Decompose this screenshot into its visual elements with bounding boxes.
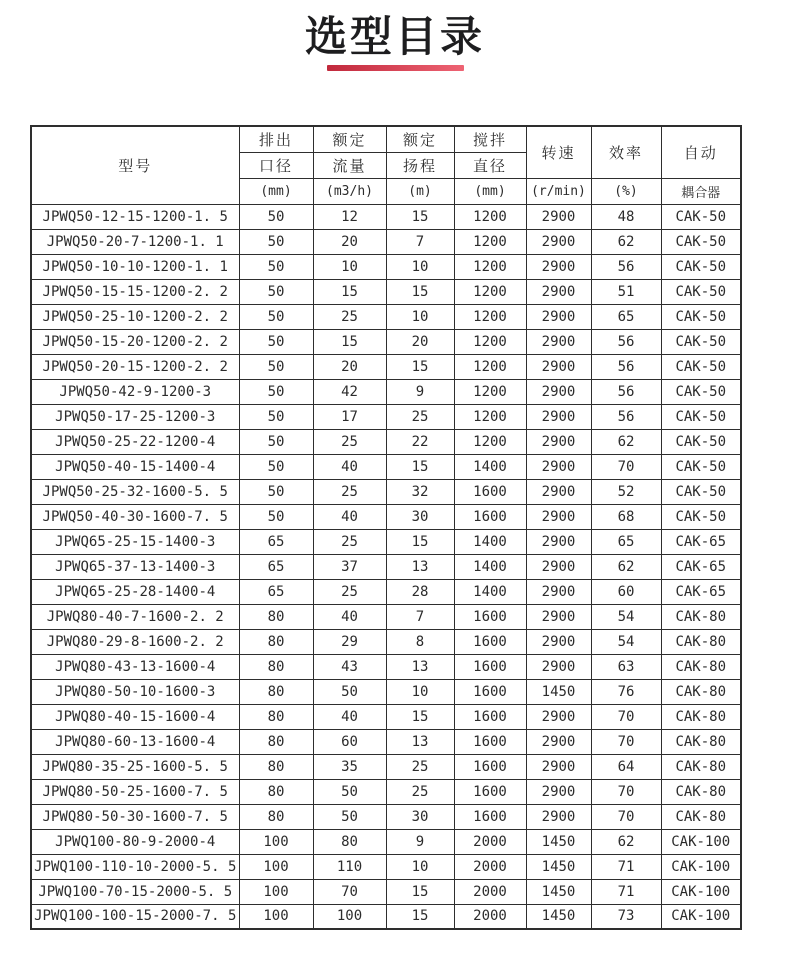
cell-efficiency: 70 <box>591 729 661 754</box>
cell-model: JPWQ80-43-13-1600-4 <box>31 654 239 679</box>
cell-speed: 2900 <box>526 579 591 604</box>
cell-flow: 25 <box>313 304 386 329</box>
cell-head: 15 <box>386 904 454 929</box>
cell-head: 10 <box>386 679 454 704</box>
cell-diameter: 1200 <box>454 379 526 404</box>
cell-diameter: 1600 <box>454 679 526 704</box>
cell-coupler: CAK-80 <box>661 779 741 804</box>
cell-head: 10 <box>386 854 454 879</box>
header-head-unit: (m) <box>386 178 454 204</box>
cell-diameter: 1600 <box>454 629 526 654</box>
cell-diameter: 1200 <box>454 354 526 379</box>
cell-flow: 20 <box>313 354 386 379</box>
cell-speed: 2900 <box>526 454 591 479</box>
cell-discharge: 65 <box>239 579 313 604</box>
cell-model: JPWQ50-42-9-1200-3 <box>31 379 239 404</box>
cell-model: JPWQ50-17-25-1200-3 <box>31 404 239 429</box>
cell-speed: 2900 <box>526 754 591 779</box>
cell-model: JPWQ80-50-30-1600-7. 5 <box>31 804 239 829</box>
cell-efficiency: 56 <box>591 379 661 404</box>
table-row <box>31 229 741 254</box>
cell-diameter: 1600 <box>454 804 526 829</box>
cell-diameter: 2000 <box>454 829 526 854</box>
header-diameter-bottom: 直径 <box>454 152 526 178</box>
header-efficiency: 效率 <box>591 126 661 178</box>
cell-discharge: 50 <box>239 379 313 404</box>
cell-speed: 1450 <box>526 854 591 879</box>
header-coupler-unit: 耦合器 <box>661 178 741 204</box>
cell-efficiency: 71 <box>591 854 661 879</box>
cell-coupler: CAK-50 <box>661 354 741 379</box>
cell-diameter: 1600 <box>454 654 526 679</box>
table-row <box>31 754 741 779</box>
table-row <box>31 279 741 304</box>
cell-model: JPWQ65-37-13-1400-3 <box>31 554 239 579</box>
cell-discharge: 100 <box>239 879 313 904</box>
table-row <box>31 604 741 629</box>
cell-discharge: 65 <box>239 554 313 579</box>
cell-coupler: CAK-50 <box>661 204 741 229</box>
cell-diameter: 2000 <box>454 879 526 904</box>
header-efficiency-unit: (%) <box>591 178 661 204</box>
cell-discharge: 50 <box>239 304 313 329</box>
cell-efficiency: 48 <box>591 204 661 229</box>
cell-head: 30 <box>386 804 454 829</box>
cell-model: JPWQ50-20-7-1200-1. 1 <box>31 229 239 254</box>
cell-flow: 50 <box>313 679 386 704</box>
title-underline <box>327 65 464 71</box>
cell-coupler: CAK-80 <box>661 654 741 679</box>
cell-coupler: CAK-65 <box>661 529 741 554</box>
cell-head: 15 <box>386 704 454 729</box>
page-title: 选型目录 <box>304 12 485 61</box>
cell-diameter: 1600 <box>454 604 526 629</box>
table-row <box>31 904 741 929</box>
cell-speed: 2900 <box>526 204 591 229</box>
cell-efficiency: 65 <box>591 529 661 554</box>
cell-coupler: CAK-100 <box>661 879 741 904</box>
table-row <box>31 654 741 679</box>
cell-flow: 25 <box>313 529 386 554</box>
cell-efficiency: 60 <box>591 579 661 604</box>
cell-model: JPWQ80-50-10-1600-3 <box>31 679 239 704</box>
cell-model: JPWQ65-25-28-1400-4 <box>31 579 239 604</box>
cell-speed: 2900 <box>526 729 591 754</box>
cell-speed: 1450 <box>526 829 591 854</box>
table-row <box>31 804 741 829</box>
cell-head: 15 <box>386 279 454 304</box>
cell-flow: 100 <box>313 904 386 929</box>
cell-coupler: CAK-80 <box>661 804 741 829</box>
cell-flow: 40 <box>313 604 386 629</box>
cell-efficiency: 70 <box>591 704 661 729</box>
cell-head: 15 <box>386 529 454 554</box>
table-body <box>31 204 741 929</box>
cell-head: 15 <box>386 354 454 379</box>
cell-diameter: 1400 <box>454 454 526 479</box>
cell-speed: 2900 <box>526 629 591 654</box>
cell-model: JPWQ100-100-15-2000-7. 5 <box>31 904 239 929</box>
cell-speed: 2900 <box>526 604 591 629</box>
cell-discharge: 50 <box>239 329 313 354</box>
cell-head: 20 <box>386 329 454 354</box>
cell-efficiency: 64 <box>591 754 661 779</box>
cell-head: 15 <box>386 879 454 904</box>
cell-flow: 40 <box>313 504 386 529</box>
cell-speed: 2900 <box>526 654 591 679</box>
cell-efficiency: 62 <box>591 229 661 254</box>
cell-flow: 50 <box>313 804 386 829</box>
cell-head: 15 <box>386 204 454 229</box>
header-diameter-top: 搅拌 <box>454 126 526 152</box>
cell-diameter: 1600 <box>454 779 526 804</box>
cell-diameter: 1200 <box>454 329 526 354</box>
cell-flow: 25 <box>313 479 386 504</box>
cell-head: 22 <box>386 429 454 454</box>
table-row <box>31 379 741 404</box>
cell-diameter: 2000 <box>454 904 526 929</box>
cell-flow: 35 <box>313 754 386 779</box>
table-row <box>31 429 741 454</box>
cell-coupler: CAK-80 <box>661 629 741 654</box>
cell-coupler: CAK-100 <box>661 904 741 929</box>
table-row <box>31 779 741 804</box>
cell-flow: 50 <box>313 779 386 804</box>
table-row <box>31 479 741 504</box>
header-flow-unit: (m3/h) <box>313 178 386 204</box>
cell-efficiency: 56 <box>591 329 661 354</box>
cell-efficiency: 70 <box>591 454 661 479</box>
cell-model: JPWQ50-20-15-1200-2. 2 <box>31 354 239 379</box>
table-row <box>31 879 741 904</box>
cell-flow: 40 <box>313 704 386 729</box>
cell-efficiency: 56 <box>591 404 661 429</box>
header-coupler: 自动 <box>661 126 741 178</box>
table-row <box>31 679 741 704</box>
cell-discharge: 80 <box>239 804 313 829</box>
cell-model: JPWQ80-40-15-1600-4 <box>31 704 239 729</box>
table-row <box>31 254 741 279</box>
header-head-bottom: 扬程 <box>386 152 454 178</box>
cell-diameter: 1200 <box>454 279 526 304</box>
cell-speed: 1450 <box>526 879 591 904</box>
cell-efficiency: 73 <box>591 904 661 929</box>
table-row <box>31 729 741 754</box>
cell-flow: 110 <box>313 854 386 879</box>
cell-model: JPWQ80-60-13-1600-4 <box>31 729 239 754</box>
table-row <box>31 554 741 579</box>
cell-efficiency: 56 <box>591 254 661 279</box>
cell-speed: 2900 <box>526 779 591 804</box>
cell-discharge: 80 <box>239 704 313 729</box>
cell-diameter: 1200 <box>454 254 526 279</box>
cell-head: 32 <box>386 479 454 504</box>
cell-head: 15 <box>386 454 454 479</box>
cell-efficiency: 54 <box>591 604 661 629</box>
cell-model: JPWQ50-25-32-1600-5. 5 <box>31 479 239 504</box>
cell-efficiency: 51 <box>591 279 661 304</box>
cell-discharge: 80 <box>239 654 313 679</box>
cell-efficiency: 62 <box>591 829 661 854</box>
cell-diameter: 1600 <box>454 704 526 729</box>
cell-efficiency: 62 <box>591 429 661 454</box>
cell-flow: 29 <box>313 629 386 654</box>
cell-discharge: 80 <box>239 604 313 629</box>
cell-efficiency: 56 <box>591 354 661 379</box>
header-model: 型号 <box>31 126 239 204</box>
cell-discharge: 80 <box>239 629 313 654</box>
table-row <box>31 629 741 654</box>
cell-speed: 2900 <box>526 354 591 379</box>
table-row <box>31 854 741 879</box>
cell-model: JPWQ50-15-20-1200-2. 2 <box>31 329 239 354</box>
cell-efficiency: 68 <box>591 504 661 529</box>
cell-coupler: CAK-50 <box>661 229 741 254</box>
cell-discharge: 80 <box>239 729 313 754</box>
cell-head: 13 <box>386 729 454 754</box>
cell-discharge: 100 <box>239 854 313 879</box>
cell-flow: 60 <box>313 729 386 754</box>
cell-speed: 2900 <box>526 329 591 354</box>
cell-flow: 20 <box>313 229 386 254</box>
cell-coupler: CAK-50 <box>661 504 741 529</box>
cell-diameter: 1200 <box>454 429 526 454</box>
cell-head: 25 <box>386 754 454 779</box>
cell-diameter: 1200 <box>454 304 526 329</box>
cell-flow: 15 <box>313 329 386 354</box>
cell-coupler: CAK-50 <box>661 404 741 429</box>
table-row <box>31 354 741 379</box>
header-discharge-top: 排出 <box>239 126 313 152</box>
cell-model: JPWQ50-25-22-1200-4 <box>31 429 239 454</box>
cell-speed: 2900 <box>526 804 591 829</box>
cell-flow: 17 <box>313 404 386 429</box>
cell-model: JPWQ80-35-25-1600-5. 5 <box>31 754 239 779</box>
cell-model: JPWQ80-40-7-1600-2. 2 <box>31 604 239 629</box>
cell-discharge: 100 <box>239 829 313 854</box>
header-flow-bottom: 流量 <box>313 152 386 178</box>
header-head-top: 额定 <box>386 126 454 152</box>
cell-coupler: CAK-50 <box>661 304 741 329</box>
cell-head: 10 <box>386 254 454 279</box>
cell-model: JPWQ80-29-8-1600-2. 2 <box>31 629 239 654</box>
cell-diameter: 1400 <box>454 529 526 554</box>
cell-coupler: CAK-50 <box>661 279 741 304</box>
cell-coupler: CAK-50 <box>661 479 741 504</box>
cell-model: JPWQ50-25-10-1200-2. 2 <box>31 304 239 329</box>
cell-coupler: CAK-80 <box>661 729 741 754</box>
table-row <box>31 404 741 429</box>
cell-coupler: CAK-80 <box>661 679 741 704</box>
cell-head: 13 <box>386 554 454 579</box>
cell-model: JPWQ100-110-10-2000-5. 5 <box>31 854 239 879</box>
table-row <box>31 304 741 329</box>
cell-speed: 2900 <box>526 304 591 329</box>
cell-model: JPWQ80-50-25-1600-7. 5 <box>31 779 239 804</box>
cell-speed: 2900 <box>526 504 591 529</box>
cell-discharge: 50 <box>239 404 313 429</box>
cell-head: 9 <box>386 379 454 404</box>
cell-head: 28 <box>386 579 454 604</box>
cell-discharge: 50 <box>239 429 313 454</box>
cell-diameter: 2000 <box>454 854 526 879</box>
cell-speed: 2900 <box>526 254 591 279</box>
cell-speed: 1450 <box>526 904 591 929</box>
header-speed-unit: (r/min) <box>526 178 591 204</box>
cell-coupler: CAK-65 <box>661 579 741 604</box>
cell-diameter: 1600 <box>454 729 526 754</box>
cell-speed: 2900 <box>526 554 591 579</box>
cell-diameter: 1200 <box>454 404 526 429</box>
cell-model: JPWQ50-12-15-1200-1. 5 <box>31 204 239 229</box>
cell-head: 7 <box>386 229 454 254</box>
cell-head: 25 <box>386 779 454 804</box>
cell-head: 8 <box>386 629 454 654</box>
cell-model: JPWQ50-40-30-1600-7. 5 <box>31 504 239 529</box>
cell-coupler: CAK-80 <box>661 604 741 629</box>
table-row <box>31 529 741 554</box>
cell-efficiency: 70 <box>591 804 661 829</box>
cell-coupler: CAK-100 <box>661 829 741 854</box>
cell-flow: 40 <box>313 454 386 479</box>
cell-discharge: 50 <box>239 504 313 529</box>
cell-flow: 37 <box>313 554 386 579</box>
cell-coupler: CAK-50 <box>661 254 741 279</box>
cell-discharge: 100 <box>239 904 313 929</box>
cell-model: JPWQ100-80-9-2000-4 <box>31 829 239 854</box>
cell-diameter: 1200 <box>454 204 526 229</box>
cell-speed: 2900 <box>526 529 591 554</box>
table-header <box>31 126 741 204</box>
cell-diameter: 1600 <box>454 754 526 779</box>
cell-flow: 10 <box>313 254 386 279</box>
cell-speed: 2900 <box>526 404 591 429</box>
cell-model: JPWQ100-70-15-2000-5. 5 <box>31 879 239 904</box>
cell-diameter: 1400 <box>454 554 526 579</box>
cell-discharge: 65 <box>239 529 313 554</box>
cell-coupler: CAK-80 <box>661 754 741 779</box>
cell-speed: 2900 <box>526 429 591 454</box>
cell-efficiency: 54 <box>591 629 661 654</box>
cell-flow: 15 <box>313 279 386 304</box>
cell-flow: 12 <box>313 204 386 229</box>
cell-efficiency: 76 <box>591 679 661 704</box>
cell-efficiency: 70 <box>591 779 661 804</box>
cell-efficiency: 65 <box>591 304 661 329</box>
header-row-1 <box>31 126 741 152</box>
cell-efficiency: 71 <box>591 879 661 904</box>
cell-discharge: 50 <box>239 229 313 254</box>
cell-diameter: 1600 <box>454 504 526 529</box>
cell-model: JPWQ65-25-15-1400-3 <box>31 529 239 554</box>
table-row <box>31 704 741 729</box>
cell-speed: 2900 <box>526 704 591 729</box>
table-row <box>31 504 741 529</box>
cell-discharge: 50 <box>239 354 313 379</box>
cell-speed: 2900 <box>526 229 591 254</box>
cell-diameter: 1200 <box>454 229 526 254</box>
cell-efficiency: 62 <box>591 554 661 579</box>
table-row <box>31 329 741 354</box>
header-discharge-bottom: 口径 <box>239 152 313 178</box>
header-flow-top: 额定 <box>313 126 386 152</box>
cell-coupler: CAK-80 <box>661 704 741 729</box>
table-row <box>31 829 741 854</box>
cell-flow: 42 <box>313 379 386 404</box>
cell-diameter: 1600 <box>454 479 526 504</box>
cell-model: JPWQ50-10-10-1200-1. 1 <box>31 254 239 279</box>
cell-head: 13 <box>386 654 454 679</box>
cell-flow: 43 <box>313 654 386 679</box>
cell-diameter: 1400 <box>454 579 526 604</box>
cell-coupler: CAK-50 <box>661 379 741 404</box>
cell-speed: 2900 <box>526 479 591 504</box>
cell-coupler: CAK-50 <box>661 329 741 354</box>
cell-coupler: CAK-50 <box>661 429 741 454</box>
cell-flow: 80 <box>313 829 386 854</box>
header-discharge-unit: (mm) <box>239 178 313 204</box>
cell-discharge: 80 <box>239 779 313 804</box>
cell-discharge: 50 <box>239 454 313 479</box>
cell-flow: 25 <box>313 579 386 604</box>
cell-coupler: CAK-65 <box>661 554 741 579</box>
table-row <box>31 579 741 604</box>
header-diameter-unit: (mm) <box>454 178 526 204</box>
cell-speed: 2900 <box>526 279 591 304</box>
cell-discharge: 50 <box>239 479 313 504</box>
cell-efficiency: 52 <box>591 479 661 504</box>
cell-head: 9 <box>386 829 454 854</box>
header-speed: 转速 <box>526 126 591 178</box>
cell-model: JPWQ50-15-15-1200-2. 2 <box>31 279 239 304</box>
cell-discharge: 50 <box>239 254 313 279</box>
cell-head: 10 <box>386 304 454 329</box>
cell-discharge: 50 <box>239 204 313 229</box>
cell-flow: 25 <box>313 429 386 454</box>
table-row <box>31 454 741 479</box>
cell-discharge: 80 <box>239 754 313 779</box>
cell-head: 30 <box>386 504 454 529</box>
cell-coupler: CAK-50 <box>661 454 741 479</box>
cell-head: 7 <box>386 604 454 629</box>
cell-model: JPWQ50-40-15-1400-4 <box>31 454 239 479</box>
selection-table <box>30 125 742 930</box>
cell-flow: 70 <box>313 879 386 904</box>
cell-speed: 2900 <box>526 379 591 404</box>
cell-efficiency: 63 <box>591 654 661 679</box>
cell-speed: 1450 <box>526 679 591 704</box>
cell-coupler: CAK-100 <box>661 854 741 879</box>
cell-discharge: 50 <box>239 279 313 304</box>
cell-discharge: 80 <box>239 679 313 704</box>
table-row <box>31 204 741 229</box>
cell-head: 25 <box>386 404 454 429</box>
